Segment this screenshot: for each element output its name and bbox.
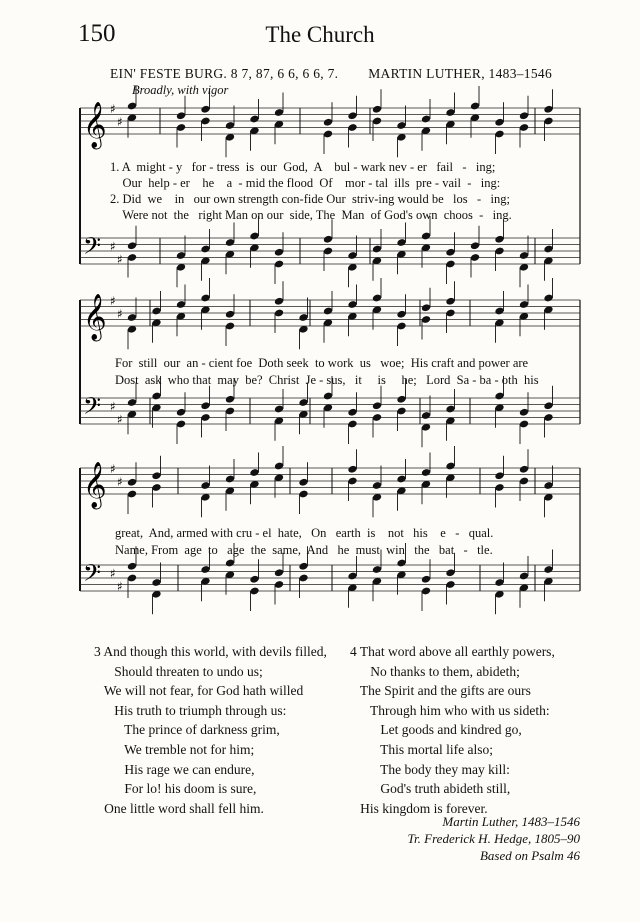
page-number: 150 [78, 20, 116, 47]
source-credit: Based on Psalm 46 [479, 848, 580, 863]
lyric-line: 1. A might - y for - tress is our God, A bul - wark nev - er fail - ing; [110, 160, 496, 174]
lyric-line: great, And, armed with cru - el hate, On earth is not his e - qual. [115, 526, 494, 540]
key-signature-sharp: ♯ [117, 115, 123, 129]
stanza-line: The body they may kill: [350, 761, 510, 777]
stanza-line: The Spirit and the gifts are ours [350, 683, 531, 699]
stanza-line: His truth to triumph through us: [94, 702, 287, 718]
key-signature-sharp: ♯ [110, 399, 116, 414]
lyric-line: Dost ask who that may be? Christ Je - sus, it is he; Lord Sa - ba - oth his [115, 373, 539, 387]
key-signature-sharp: ♯ [117, 412, 123, 427]
stanza-line: 4 That word above all earthly powers, [350, 644, 555, 659]
bass-clef: 𝄢 [83, 559, 102, 592]
lyric-line: Our help - er he a - mid the flood Of mor - tal ills pre - vail - ing: [110, 176, 501, 190]
lyric-line: Name, From age to age the same, And he must win the bat - tle. [115, 543, 493, 557]
tune-name: EIN' FESTE BURG. 8 7, 87, 6 6, 6 6, 7. [110, 66, 339, 81]
lyric-line: Were not the right Man on our side, The Man of God's own choos - ing. [110, 208, 512, 222]
treble-clef: 𝄞 [83, 102, 107, 148]
lyric-line: 2. Did we in our own strength con-fide Our striv-ing would be los - ing; [110, 192, 510, 206]
stanza-line: Should threaten to undo us; [94, 663, 263, 679]
stanza-line: The prince of darkness grim, [94, 722, 280, 738]
bass-clef: 𝄢 [83, 232, 102, 265]
stanza-line: For lo! his doom is sure, [94, 781, 257, 797]
stanza-line: No thanks to them, abideth; [350, 663, 520, 679]
stanza-line: We will not fear, for God hath willed [94, 683, 304, 699]
stanza-line: Let goods and kindred go, [350, 722, 522, 738]
stanza-line: His rage we can endure, [94, 761, 255, 777]
lyric-line: For still our an - cient foe Doth seek to work us woe; His craft and power are [115, 356, 529, 370]
translator-credit: Tr. Frederick H. Hedge, 1805–90 [407, 831, 580, 846]
stanza-line: His kingdom is forever. [350, 800, 488, 816]
key-signature-sharp: ♯ [117, 579, 123, 594]
stanza-line: We tremble not for him; [94, 741, 255, 757]
key-signature-sharp: ♯ [110, 294, 116, 308]
stanza-line: One little word shall fell him. [94, 800, 264, 816]
author-credit: Martin Luther, 1483–1546 [442, 814, 580, 829]
key-signature-sharp: ♯ [110, 462, 116, 476]
stanza-line: God's truth abideth still, [350, 781, 511, 797]
treble-clef: 𝄞 [83, 294, 107, 340]
key-signature-sharp: ♯ [110, 102, 116, 116]
key-signature-sharp: ♯ [110, 239, 116, 254]
stanza-3 [94, 642, 327, 818]
stanza-line: Through him who with us sideth: [350, 702, 550, 718]
key-signature-sharp: ♯ [110, 566, 116, 581]
stanza-line: 3 And though this world, with devils filled, [94, 644, 327, 659]
section-title: The Church [265, 22, 375, 47]
composer: MARTIN LUTHER, 1483–1546 [368, 66, 552, 81]
treble-clef: 𝄞 [83, 462, 107, 508]
tempo-marking: Broadly, with vigor [132, 83, 229, 97]
key-signature-sharp: ♯ [117, 252, 123, 267]
key-signature-sharp: ♯ [117, 475, 123, 489]
stanza-line: This mortal life also; [350, 741, 493, 757]
bass-clef: 𝄢 [83, 392, 102, 425]
key-signature-sharp: ♯ [117, 307, 123, 321]
stanza-4 [350, 642, 555, 818]
